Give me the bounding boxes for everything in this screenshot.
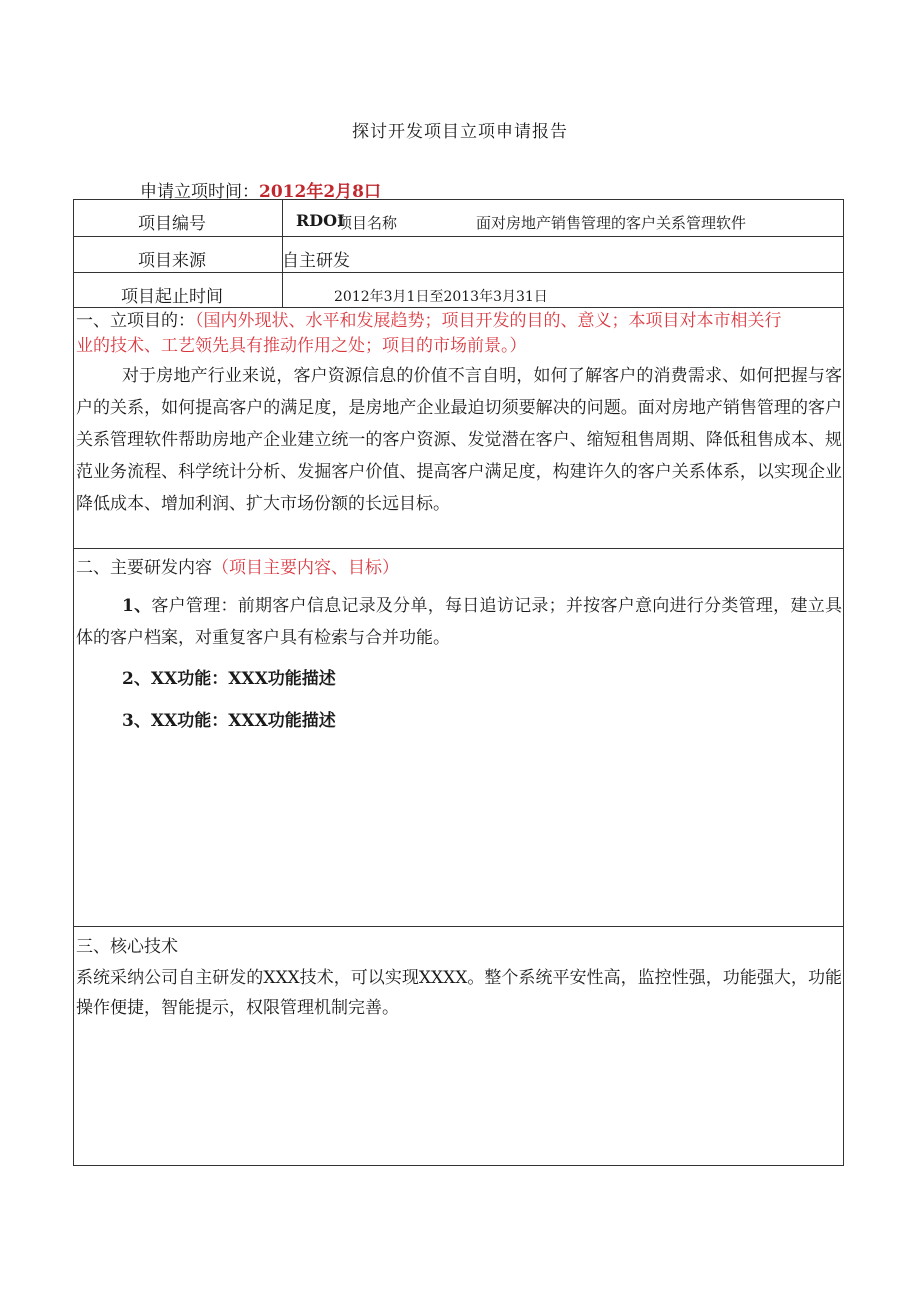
content-item-3-number: 3、	[122, 711, 151, 731]
section-purpose-heading: 一、立项目的：	[76, 311, 195, 331]
row-divider	[74, 236, 843, 237]
section-purpose-hint: （国内外现状、水平和发展趋势；项目开发的目的、意义；本项目对本市相关行	[195, 311, 782, 331]
row-divider	[74, 272, 843, 273]
project-number-value: RDOI	[296, 211, 345, 230]
document-title: 探讨开发项目立项申请报告	[352, 122, 568, 142]
application-form-table	[73, 199, 844, 1166]
application-date-value: 2012年2月8口	[259, 182, 381, 202]
section-content-hint: （项目主要内容、目标）	[212, 558, 399, 578]
content-item-1-text: 客户管理：前期客户信息记录及分单，每日追访记录；并按客户意向进行分类管理，建立具体的客户档案，对重复客户具有检索与合并功能。	[76, 596, 842, 648]
project-number-label: 项目编号	[138, 214, 206, 234]
application-date-label: 申请立项时间：	[140, 182, 259, 202]
project-name-label: 项目名称	[337, 214, 398, 232]
content-item-1-number: 1、	[122, 596, 152, 616]
content-item-3-text: XX功能：XXX功能描述	[150, 711, 336, 731]
project-period-value: 2012年3月1日至2013年3月31日	[334, 289, 548, 305]
section-purpose-hint-continued: 业的技术、工艺领先具有推动作用之处；项目的市场前景。）	[76, 336, 527, 356]
section-divider	[74, 548, 843, 549]
project-source-label: 项目来源	[138, 251, 206, 271]
content-item-1	[76, 590, 842, 654]
content-item-3	[122, 705, 336, 737]
project-period-label: 项目起止时间	[121, 287, 223, 307]
section-purpose-body: 对于房地产行业来说，客户资源信息的价值不言自明，如何了解客户的消费需求、如何把握与客户的关系，如何提高客户的满足度，是房地产企业最迫切须要解决的问题。面对房地产销售管理的客户关系管理软件帮助房地产企业建立统一的客户资源、发觉潜在客户、缩短租售周期、降低租售成本、规范业务流程、科学统计分析、发掘客户价值、提高客户满足度，构建许久的客户关系体系，以实现企业降低成本、增加利润、扩大市场份额的长远目标。	[76, 366, 842, 514]
row-divider	[74, 307, 843, 308]
content-item-2-number: 2、	[122, 669, 151, 689]
section-content-heading: 二、主要研发内容	[76, 558, 212, 578]
project-source-value: 自主研发	[282, 251, 350, 271]
section-core-tech-body: 系统采纳公司自主研发的XXX技术，可以实现XXXX。整个系统平安性高，监控性强，功能强大，功能操作便捷，智能提示，权限管理机制完善。	[76, 968, 842, 1018]
content-item-2-text: XX功能：XXX功能描述	[150, 669, 336, 689]
section-divider	[74, 926, 843, 927]
content-item-2	[122, 663, 336, 695]
section-purpose	[76, 309, 842, 359]
project-name-value: 面对房地产销售管理的客户关系管理软件	[476, 214, 747, 232]
section-content	[76, 556, 399, 581]
section-core-tech-heading: 三、核心技术	[76, 937, 178, 957]
